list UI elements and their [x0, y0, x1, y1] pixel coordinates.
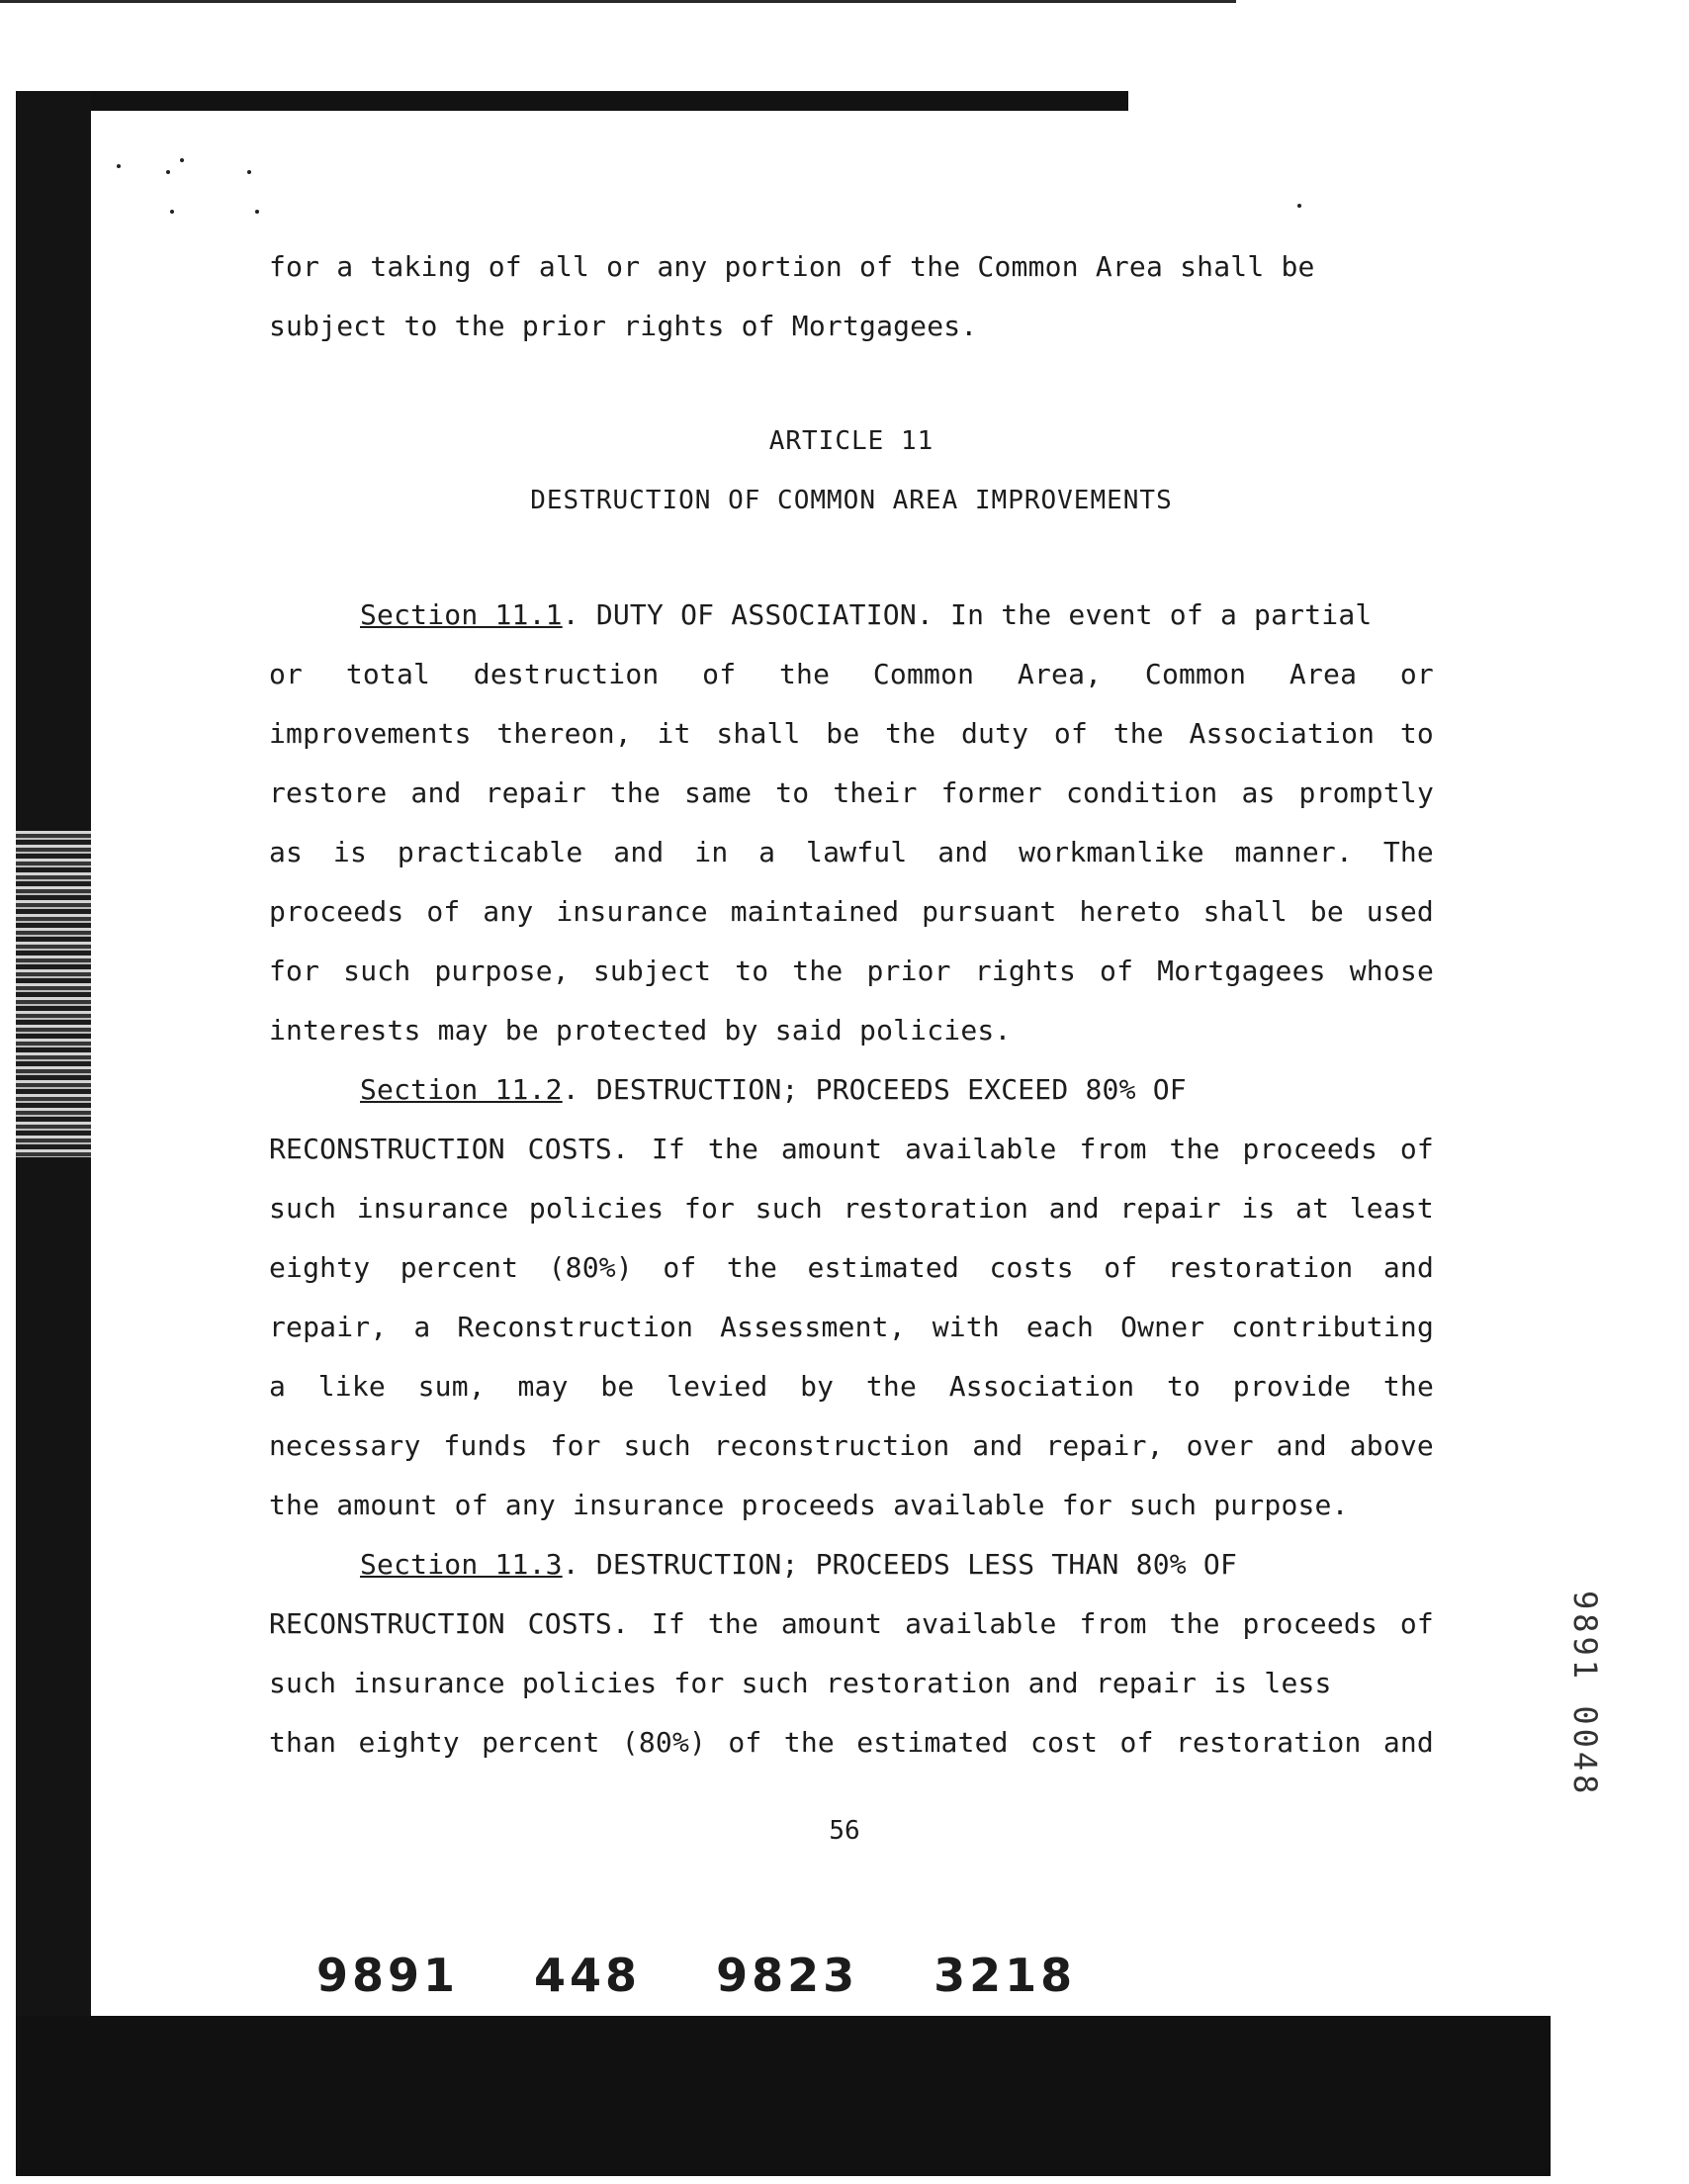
- paragraph-line: interests may be protected by said policies.: [269, 1014, 1012, 1046]
- paragraph-line: as is practicable and in a lawful and workmanlike manner. The: [269, 836, 1434, 868]
- bates-number: 9823: [716, 1949, 859, 2002]
- section-heading-text: . DUTY OF ASSOCIATION. In the event of a partial: [562, 598, 1373, 631]
- paragraph-line: a like sum, may be levied by the Association to provide the: [269, 1370, 1434, 1403]
- paragraph-line: for such purpose, subject to the prior rights of Mortgagees whose: [269, 955, 1434, 987]
- scan-speck: [170, 210, 174, 214]
- page-number: 56: [829, 1816, 860, 1846]
- bates-number: 9891: [316, 1949, 460, 2002]
- paragraph-line: the amount of any insurance proceeds available for such purpose.: [269, 1489, 1349, 1521]
- document-body: [269, 237, 1434, 1773]
- scan-speck: [166, 170, 170, 174]
- paragraph-line: for a taking of all or any portion of the Common Area shall be: [269, 250, 1315, 283]
- paragraph-line: repair, a Reconstruction Assessment, with each Owner contributing: [269, 1311, 1434, 1343]
- scan-speck: [180, 158, 184, 162]
- paragraph-line: such insurance policies for such restoration and repair is less: [269, 1667, 1332, 1699]
- scan-border-bottom: [16, 2016, 1551, 2176]
- section-heading: [269, 1535, 1434, 1594]
- scan-border-top: [16, 91, 1128, 111]
- scan-speck: [247, 170, 251, 174]
- section-label: Section 11.2: [360, 1073, 563, 1106]
- paragraph-line: than eighty percent (80%) of the estimated cost of restoration and: [269, 1726, 1434, 1759]
- section-heading: [269, 586, 1434, 645]
- section-label: Section 11.3: [360, 1548, 563, 1581]
- section-heading-text: . DESTRUCTION; PROCEEDS EXCEED 80% OF: [562, 1073, 1187, 1106]
- paragraph-line: such insurance policies for such restoration and repair is at least: [269, 1192, 1434, 1225]
- article-title: DESTRUCTION OF COMMON AREA IMPROVEMENTS: [530, 486, 1173, 515]
- paragraph-line: RECONSTRUCTION COSTS. If the amount available from the proceeds of: [269, 1607, 1434, 1640]
- scan-noise-band: [16, 831, 91, 1157]
- bates-number: 448: [534, 1949, 642, 2002]
- paragraph-line: proceeds of any insurance maintained pursuant hereto shall be used: [269, 895, 1434, 928]
- bates-number: 3218: [933, 1949, 1077, 2002]
- paragraph-line: restore and repair the same to their former condition as promptly: [269, 776, 1434, 809]
- side-bates-stamp: 9891 0048: [1566, 1591, 1604, 1798]
- paragraph-line: necessary funds for such reconstruction and repair, over and above: [269, 1429, 1434, 1462]
- section-heading: [269, 1060, 1434, 1120]
- section-label: Section 11.1: [360, 598, 563, 631]
- article-number: ARTICLE 11: [768, 426, 934, 456]
- bates-number-row: [316, 1949, 1151, 2002]
- paragraph-line: subject to the prior rights of Mortgagees.: [269, 310, 978, 342]
- scan-top-rule: [0, 0, 1236, 3]
- paragraph-line: eighty percent (80%) of the estimated costs of restoration and: [269, 1251, 1434, 1284]
- paragraph-line: or total destruction of the Common Area, Common Area or: [269, 658, 1434, 690]
- scan-speck: [255, 210, 259, 214]
- scan-speck: [117, 164, 121, 168]
- scan-speck: [1297, 204, 1301, 208]
- section-heading-text: . DESTRUCTION; PROCEEDS LESS THAN 80% OF: [562, 1548, 1237, 1581]
- paragraph-line: RECONSTRUCTION COSTS. If the amount available from the proceeds of: [269, 1133, 1434, 1165]
- paragraph-line: improvements thereon, it shall be the duty of the Association to: [269, 717, 1434, 750]
